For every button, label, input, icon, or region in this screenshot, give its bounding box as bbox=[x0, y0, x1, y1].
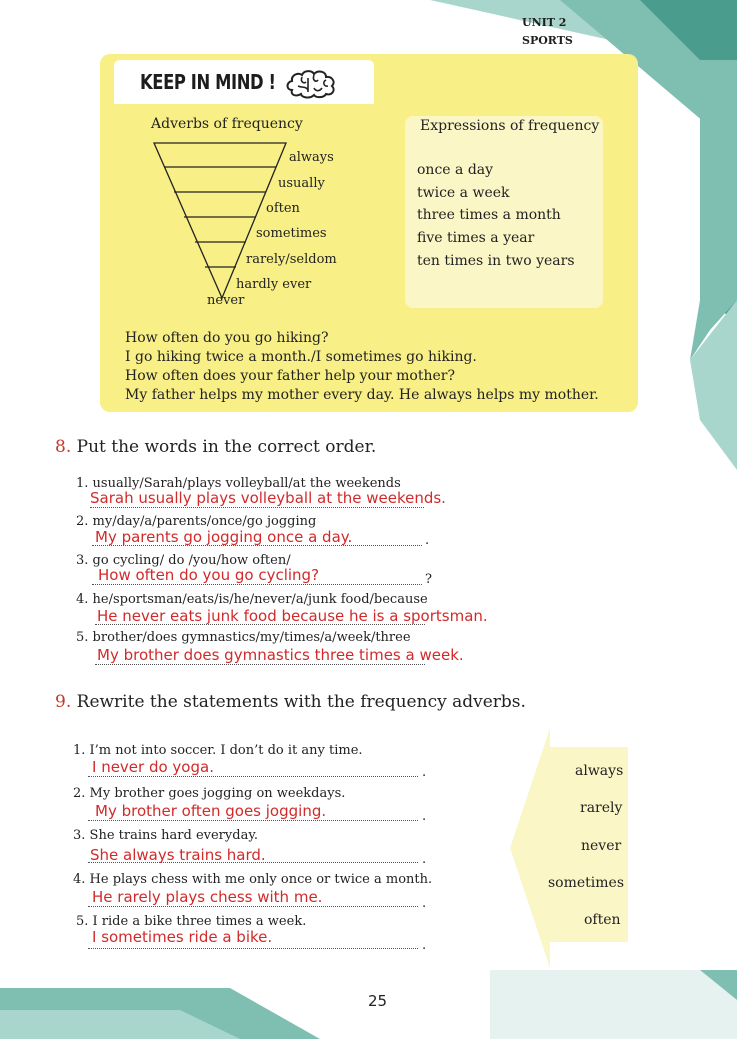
exercise-9-prompt: 1. I’m not into soccer. I don’t do it any time. bbox=[73, 743, 363, 758]
answer-line bbox=[90, 507, 424, 508]
frequency-triangle-icon bbox=[150, 140, 290, 300]
adverb-often: often bbox=[266, 201, 300, 216]
exercise-8-prompt: 2. my/day/a/parents/once/go jogging bbox=[76, 514, 317, 529]
word-box-item: never bbox=[581, 838, 622, 854]
expression-item: once a day bbox=[417, 162, 494, 178]
exercise-8-answer: My brother does gymnastics three times a week. bbox=[97, 646, 464, 664]
expression-item: three times a month bbox=[417, 207, 561, 223]
answer-terminator: ? bbox=[425, 572, 432, 587]
word-box-item: always bbox=[575, 763, 624, 779]
example-sentence: I go hiking twice a month./I sometimes go hiking. bbox=[125, 349, 477, 365]
exercise-9-answer: She always trains hard. bbox=[90, 846, 266, 864]
answer-terminator: . bbox=[422, 852, 427, 867]
exercise-9-prompt: 5. I ride a bike three times a week. bbox=[76, 914, 307, 929]
brain-icon bbox=[284, 68, 340, 100]
exercise-9-prompt: 4. He plays chess with me only once or twice a month. bbox=[73, 872, 433, 887]
exercise-8-prompt: 5. brother/does gymnastics/my/times/a/week/three bbox=[76, 630, 411, 645]
exercise-9-answer: I never do yoga. bbox=[92, 758, 214, 776]
adverb-never: never bbox=[207, 293, 245, 308]
example-sentence: My father helps my mother every day. He always helps my mother. bbox=[125, 387, 599, 403]
adverbs-title: Adverbs of frequency bbox=[151, 116, 303, 132]
adverb-sometimes: sometimes bbox=[256, 226, 327, 241]
exercise-9-prompt: 3. She trains hard everyday. bbox=[73, 828, 259, 843]
answer-line bbox=[88, 776, 418, 777]
example-sentence: How often does your father help your mother? bbox=[125, 368, 455, 384]
answer-line bbox=[88, 906, 418, 907]
page-number: 25 bbox=[368, 992, 388, 1010]
answer-line bbox=[88, 948, 418, 949]
exercise-9-prompt: 2. My brother goes jogging on weekdays. bbox=[73, 786, 346, 801]
exercise-8-answer: How often do you go cycling? bbox=[98, 566, 320, 584]
exercise-9-answer: My brother often goes jogging. bbox=[95, 802, 327, 820]
answer-terminator: . bbox=[425, 533, 430, 548]
adverb-usually: usually bbox=[278, 176, 325, 191]
answer-line bbox=[92, 584, 422, 585]
expression-item: ten times in two years bbox=[417, 253, 575, 269]
exercise-number: 8. bbox=[55, 437, 72, 457]
exercise-instruction: Rewrite the statements with the frequency adverbs. bbox=[76, 692, 526, 712]
answer-terminator: . bbox=[422, 896, 427, 911]
keep-in-mind-title: KEEP IN MIND ! bbox=[140, 70, 276, 94]
word-box-item: often bbox=[584, 912, 621, 928]
exercise-instruction: Put the words in the correct order. bbox=[76, 437, 377, 457]
word-box-item: sometimes bbox=[548, 875, 625, 891]
exercise-8-prompt: 4. he/sportsman/eats/is/he/never/a/junk food/because bbox=[76, 592, 428, 607]
expressions-title: Expressions of frequency bbox=[420, 118, 600, 134]
word-box-item: rarely bbox=[580, 800, 623, 816]
expression-item: five times a year bbox=[417, 230, 535, 246]
answer-line bbox=[95, 664, 425, 665]
answer-terminator: . bbox=[422, 809, 427, 824]
exercise-8-answer: Sarah usually plays volleyball at the weekends. bbox=[90, 489, 446, 507]
answer-line bbox=[88, 820, 418, 821]
exercise-8-prompt: 3. go cycling/ do /you/how often/ bbox=[76, 553, 291, 568]
exercise-number: 9. bbox=[55, 692, 72, 712]
exercise-8-prompt: 1. usually/Sarah/plays volleyball/at the weekends bbox=[76, 476, 401, 491]
adverb-hardly-ever: hardly ever bbox=[236, 277, 312, 292]
exercise-8-answer: He never eats junk food because he is a sportsman. bbox=[97, 607, 488, 625]
expression-item: twice a week bbox=[417, 185, 510, 201]
adverb-always: always bbox=[289, 150, 334, 165]
exercise-9-heading bbox=[55, 692, 526, 712]
example-sentence: How often do you go hiking? bbox=[125, 330, 329, 346]
exercise-9-answer: He rarely plays chess with me. bbox=[92, 888, 323, 906]
unit-number: UNIT 2 bbox=[522, 16, 567, 29]
unit-label bbox=[522, 14, 573, 50]
answer-terminator: . bbox=[422, 765, 427, 780]
exercise-8-answer: My parents go jogging once a day. bbox=[95, 528, 353, 546]
exercise-8-heading bbox=[55, 437, 376, 457]
answer-terminator: . bbox=[422, 938, 427, 953]
unit-topic: SPORTS bbox=[522, 34, 573, 47]
exercise-9-answer: I sometimes ride a bike. bbox=[92, 928, 273, 946]
adverb-rarely: rarely/seldom bbox=[246, 252, 337, 267]
